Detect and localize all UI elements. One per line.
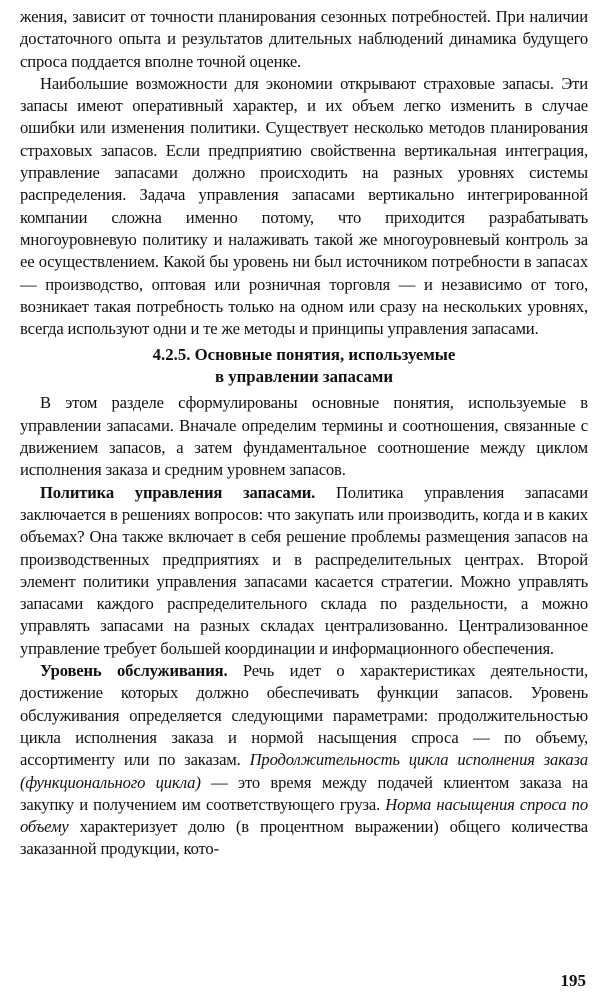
section-heading-line-2: в управлении запасами xyxy=(214,367,394,387)
page-number: 195 xyxy=(560,971,586,990)
section-heading-line-1: 4.2.5. Основные понятия, используемые xyxy=(152,345,456,365)
paragraph-service-level-text-2: — это время между подачей клиентом заказа на закупку и получением им соответствующего груза. xyxy=(20,772,588,814)
paragraph-service-level xyxy=(20,660,588,861)
term-inventory-policy: Политика управления запасами. xyxy=(40,482,316,502)
term-order-cycle: Продолжительность цикла исполнения заказа (функционального цикла) xyxy=(20,750,589,792)
paragraph-safety-stock: Наибольшие возможности для экономии открывают страховые запасы. Эти запасы имеют оперативный характер, и их объем легко изменить в случае ошибки или изменения политики. Существует несколько методов планирования страховых запасов. Если предприятию свойственна вертикальная интеграция, управление запасами должно происходить на разных уровнях системы распределения. Задача управления запасами вертикально интегрированной компании сложна именно потому, что приходится разрабатывать многоуровневую политику и налаживать такой же многоуровневый контроль за ее осуществлением. Какой бы уровень ни был источником потребности в запасах — производство, оптовая или розничная торговля — и независимо от того, возникает такая потребность только на одном или сразу на нескольких уровнях, всегда используют одни и те же методы и принципы управления запасами. xyxy=(20,73,588,339)
term-fill-rate: Норма насыщения спроса по объему xyxy=(20,794,588,837)
page-text xyxy=(20,6,588,861)
paragraph-inventory-policy xyxy=(20,482,588,660)
paragraph-intro: В этом разделе сформулированы основные понятия, используемые в управлении запасами. Вначале определим термины и соотношения, связанные с движением запасов, а затем фундаментальное соотношение между циклом исполнения заказа и средним уровнем запасов. xyxy=(20,393,588,480)
paragraph-service-level-text-1: Речь идет о характеристиках деятельности, достижение которых должно обеспечивать функции запасов. Уровень обслуживания определяется следующими параметрами: продолжительностью цикла исполнения заказа и нормой насыщения спроса — по объему, ассортименту или по заказам. xyxy=(20,661,588,770)
section-heading xyxy=(20,344,588,388)
term-service-level: Уровень обслуживания. xyxy=(40,661,228,681)
paragraph-inventory-policy-text: Политика управления запасами заключается в решениях вопросов: что закупать или производить, когда и в каких объемах? Она также включает в себя решение проблемы размещения запасов на производственных предприятиях и в распределительных центрах. Второй элемент политики управления запасами касается стратегии. Можно управлять запасами каждого распределительного склада по раздельности, а можно управлять запасами на разных складах централизованно. Централизованное управление требует большей координации и информационного обеспечения. xyxy=(20,482,588,658)
paragraph-service-level-text-3: характеризует долю (в процентном выражении) общего количества заказанной продукции, кото- xyxy=(20,817,588,859)
paragraph-continuation: жения, зависит от точности планирования сезонных потребностей. При наличии достаточного опыта и результатов длительных наблюдений динамика будущего спроса поддается вполне точной оценке. xyxy=(20,7,588,71)
